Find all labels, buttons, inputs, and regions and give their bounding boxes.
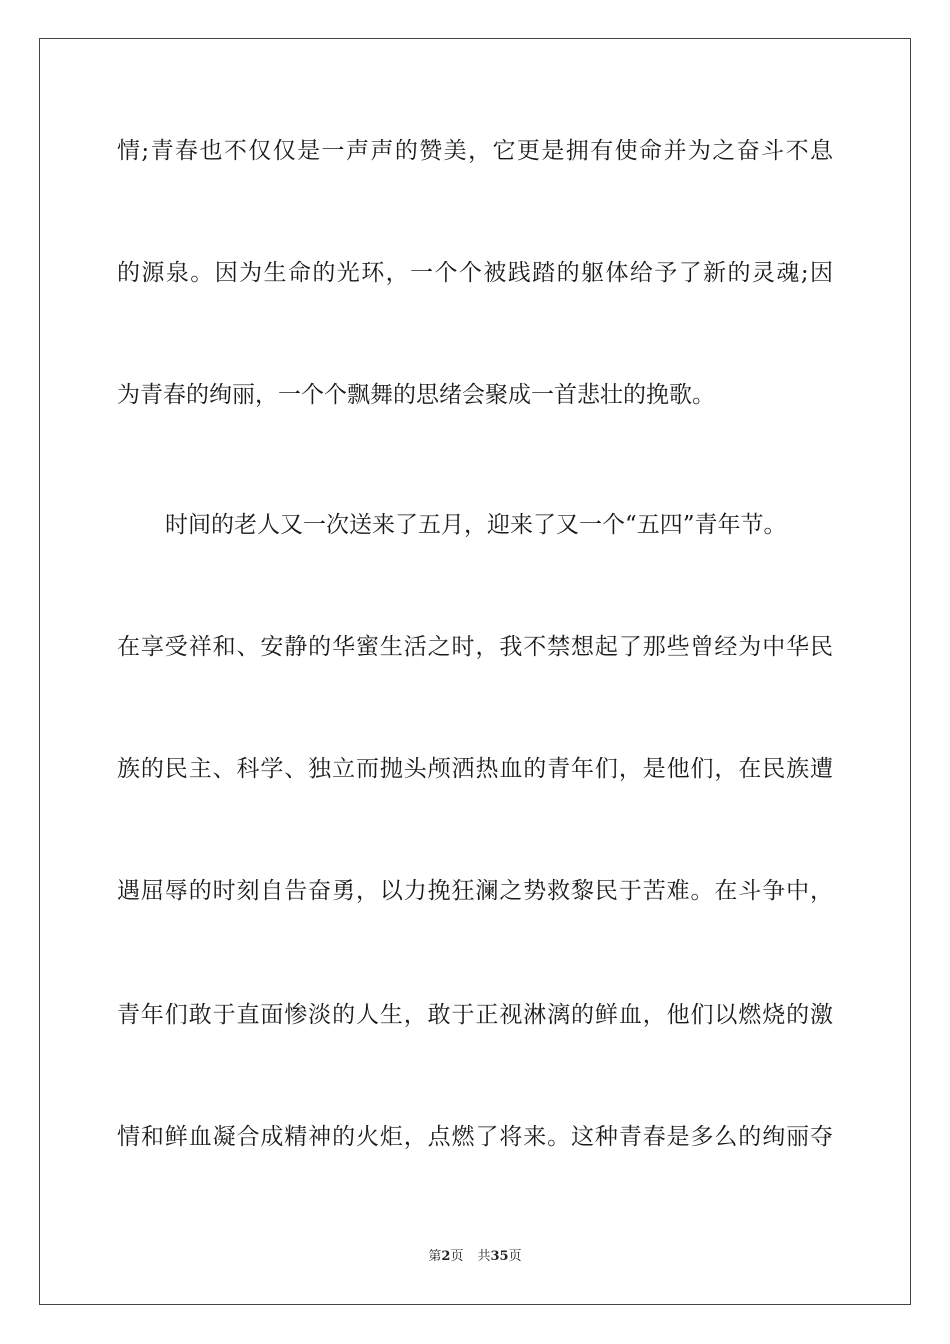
body-text-line: 遇屈辱的时刻自告奋勇，以力挽狂澜之势救黎民于苦难。在斗争中， <box>117 878 833 904</box>
total-label-prefix: 共 <box>477 1249 491 1264</box>
page-label-suffix: 页 <box>450 1249 464 1264</box>
total-label-suffix: 页 <box>508 1249 522 1264</box>
body-text-line: 在享受祥和、安静的华蜜生活之时，我不禁想起了那些曾经为中华民 <box>117 634 833 660</box>
page-number: 2 <box>441 1249 451 1264</box>
body-text-line: 的源泉。因为生命的光环，一个个被践踏的躯体给予了新的灵魂;因 <box>117 260 833 286</box>
body-text-line: 情和鲜血凝合成精神的火炬，点燃了将来。这种青春是多么的绚丽夺 <box>117 1124 833 1150</box>
paragraph-first-line: 时间的老人又一次送来了五月，迎来了又一个“五四”青年节。 <box>165 512 787 538</box>
total-pages: 35 <box>490 1249 509 1264</box>
page-footer <box>0 1248 950 1266</box>
page-label-prefix: 第 <box>428 1249 442 1264</box>
page-border <box>39 38 911 1305</box>
body-text-line: 情;青春也不仅仅是一声声的赞美，它更是拥有使命并为之奋斗不息 <box>117 138 833 164</box>
body-text-line: 族的民主、科学、独立而抛头颅洒热血的青年们，是他们，在民族遭 <box>117 756 833 782</box>
body-text-line: 为青春的绚丽，一个个飘舞的思绪会聚成一首悲壮的挽歌。 <box>117 382 715 408</box>
body-text-line: 青年们敢于直面惨淡的人生，敢于正视淋漓的鲜血，他们以燃烧的激 <box>117 1002 833 1028</box>
